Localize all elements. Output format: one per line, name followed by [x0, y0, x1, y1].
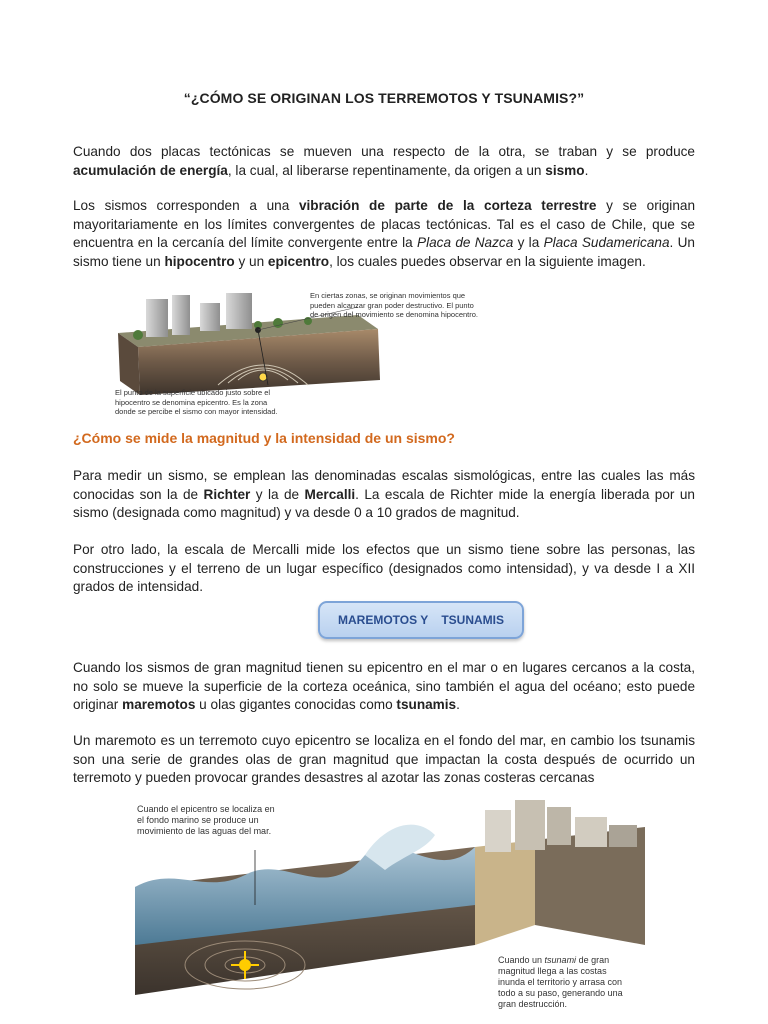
caption-hypocenter: En ciertas zonas, se originan movimientos que pueden alcanzar gran poder destructivo. El punto de origen del movimiento se denomina hipocentro. [310, 291, 479, 319]
bold-term: epicentro [267, 253, 330, 269]
bold-term: sismo [545, 162, 585, 178]
bold-term: Mercalli [304, 486, 356, 502]
section-label-maremotos [318, 601, 524, 639]
text: . [456, 697, 460, 712]
text: y un [234, 253, 268, 269]
text: . La escala de Richter mide la energía liberada por un sismo (designada como magnitud) y va desde 0 a 10 grados de magnitud. [73, 486, 695, 520]
bold-term: vibración de parte de la corteza terrestre [298, 198, 597, 213]
text: Cuando los sismos de gran magnitud tienen su epicentro en el mar o en lugares cercanos a la costa, no solo se mueve la superficie de la corteza oceánica, sino también el agua del océano; esto puede originar [73, 660, 695, 712]
text: y la [513, 235, 544, 250]
section-heading-measure: ¿Cómo se mide la magnitud y la intensidad de un sismo? [73, 430, 455, 446]
text: . Un sismo tiene un [73, 235, 695, 269]
text: Cuando dos placas tectónicas se mueven una respecto de la otra, se traban y se produce [73, 144, 695, 159]
italic-term: tsunami [544, 955, 577, 965]
paragraph-mercalli: Por otro lado, la escala de Mercalli mide los efectos que un sismo tiene sobre las personas, las construcciones y el terreno de un lugar específico (designados como intensidad), y va desde I a XII grados de intensidad. [73, 542, 695, 594]
text: Cuando un [498, 955, 545, 965]
coast-land [475, 840, 535, 945]
italic-term: Placa Sudamericana [543, 235, 670, 250]
paragraph-sismos [73, 197, 695, 271]
paragraph-intro [73, 143, 695, 180]
italic-term: Placa de Nazca [417, 235, 514, 250]
text: y se originan mayoritariamente en los límites convergentes de placas tectónicas. Tal es el caso de Chile, que se encuentra en la cercanía del límite convergente entre la [73, 198, 695, 250]
bold-term: Richter [203, 486, 251, 502]
paragraph-scales [73, 467, 695, 523]
bold-term: maremotos [122, 697, 196, 712]
text: Los sismos corresponden a una [73, 198, 299, 213]
caption-tsunami-impact [498, 955, 628, 1010]
text: y la de [250, 486, 305, 502]
page-title: “¿CÓMO SE ORIGINAN LOS TERREMOTOS Y TSUNAMIS?” [183, 90, 585, 106]
caption-epicenter: El punto de la superficie ubicado justo sobre el hipocentro se denomina epicentro. Es la zona donde se percibe el sismo con mayor intensidad. [115, 388, 278, 416]
text: , los cuales puedes observar en la siguiente imagen. [329, 253, 646, 269]
section-label-text: MAREMOTOS Y TSUNAMIS [337, 613, 505, 627]
text: , la cual, al liberarse repentinamente, da origen a un [227, 162, 546, 178]
text: de gran magnitud llega a las costas inunda el territorio y arrasa con todo a su paso, generando una gran destrucción. [498, 955, 623, 1009]
text: u olas gigantes conocidas como [195, 697, 397, 712]
text: . [584, 162, 589, 178]
caption-seafloor-epicenter: Cuando el epicentro se localiza en el fondo marino se produce un movimiento de las aguas del mar. [137, 804, 275, 836]
bold-term: hipocentro [164, 253, 235, 269]
coastal-city [485, 800, 637, 852]
paragraph-maremotos [73, 659, 695, 715]
paragraph-tsunamis: Un maremoto es un terremoto cuyo epicentro se localiza en el fondo del mar, en cambio los tsunamis son una serie de grandes olas de gran magnitud que impactan la costa después de ocurrido un terremoto y pueden provocar grandes desastres al azotar las zonas costeras cercanas [73, 733, 695, 785]
bold-term: acumulación de energía [73, 162, 228, 178]
text: Para medir un sismo, se emplean las denominadas escalas sismológicas, entre las cuales las más conocidas son la de [73, 468, 695, 502]
bold-term: tsunamis [396, 697, 457, 712]
